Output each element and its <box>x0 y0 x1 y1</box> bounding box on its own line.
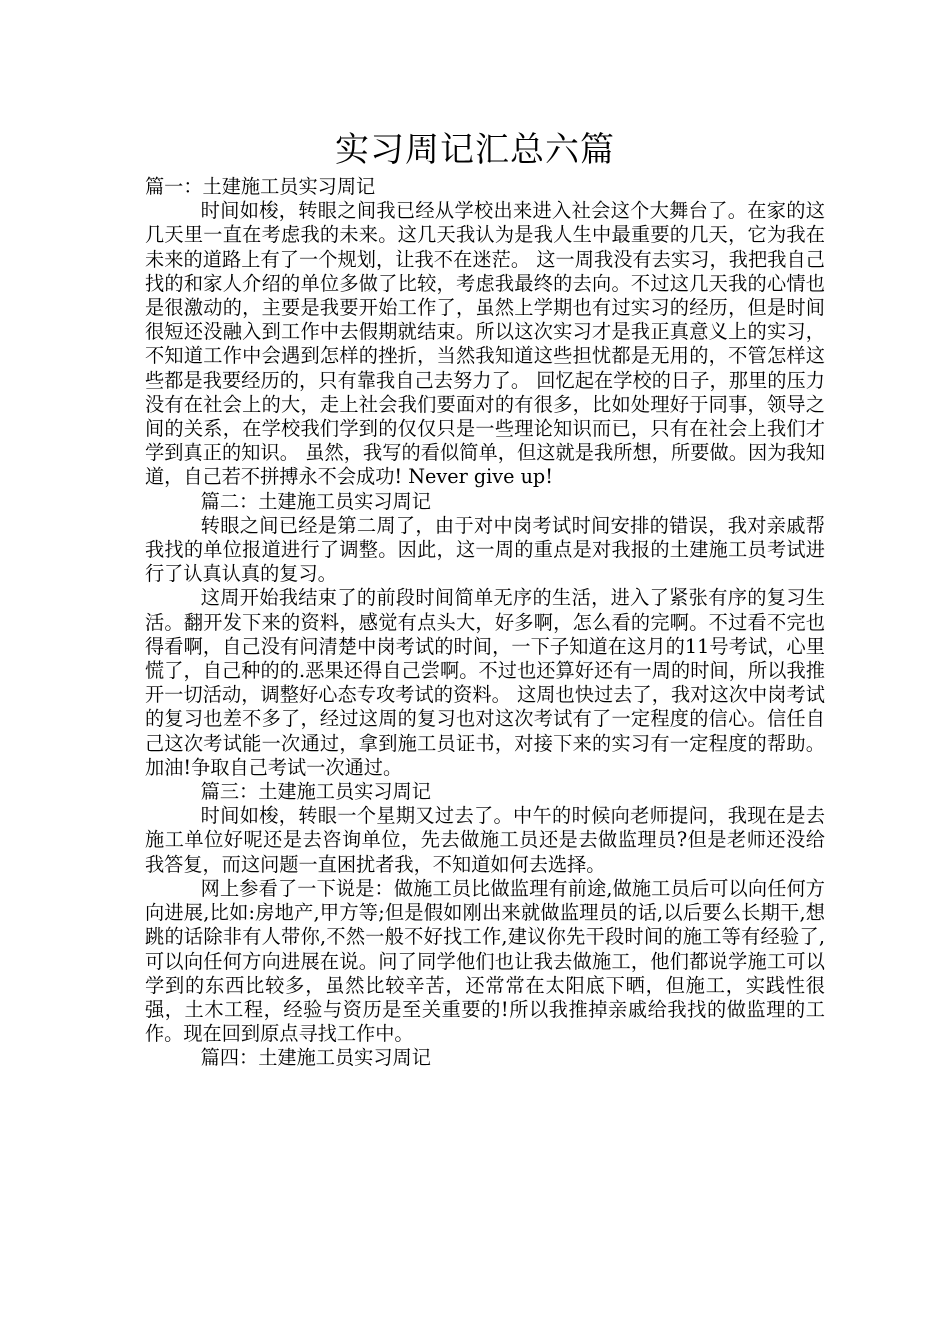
section-heading-1: 篇一：土建施工员实习周记 <box>145 175 376 198</box>
paragraph: 转眼之间已经是第二周了，由于对中岗考试时间安排的错误，我对亲戚帮我找的单位报道进行了调整。因此，这一周的重点是对我报的土建施工员考试进行了认真认真的复习。 <box>145 513 825 586</box>
document-body <box>145 175 825 1071</box>
paragraph: 时间如梭，转眼一个星期又过去了。中午的时候向老师提问，我现在是去施工单位好呢还是去咨询单位，先去做施工员还是去做监理员?但是老师还没给我答复，而这问题一直困扰者我，不知道如何去选择。 <box>145 804 825 876</box>
paragraph: 网上参看了一下说是：做施工员比做监理有前途,做施工员后可以向任何方向进展,比如:房地产,甲方等;但是假如刚出来就做监理员的话,以后要么长期干,想跳的话除非有人带你,不然一般不好找工作,建议你先干段时间的施工等有经验了,可以向任何方向进展在说。问了同学他们也让我去做施工，他们都说学施工可以学到的东西比较多，虽然比较辛苦，还常常在太阳底下晒，但施工，实践性很强，土木工程，经验与资历是至关重要的!所以我推掉亲戚给我找的做监理的工作。现在回到原点寻找工作中。 <box>145 876 825 1046</box>
document-title: 实习周记汇总六篇 <box>335 130 615 170</box>
section-heading-2: 篇二：土建施工员实习周记 <box>200 489 431 513</box>
section-heading-3: 篇三：土建施工员实习周记 <box>200 780 431 804</box>
paragraph: 时间如梭，转眼之间我已经从学校出来进入社会这个大舞台了。在家的这几天里一直在考虑我的未来。这几天我认为是我人生中最重要的几天，它为我在未来的道路上有了一个规划，让我不在迷茫。 这一周我没有去实习，我把我自己找的和家人介绍的单位多做了比较，考虑我最终的去向。不过这几天我的心情也是很激动的，主要是我要开始工作了，虽然上学期也有过实习的经历，但是时间很短还没融入到工作中去假期就结束。所以这次实习才是我正真意义上的实习，不知道工作中会遇到怎样的挫折，当然我知道这些担忧都是无用的，不管怎样这些都是我要经历的，只有靠我自己去努力了。 回忆起在学校的日子，那里的压力没有在社会上的大，走上社会我们要面对的有很多，比如处理好于同事，领导之间的关系，在学校我们学到的仅仅只是一些理论知识而已，只有在社会上我们才学到真正的知识。 虽然，我写的看似简单，但这就是我所想，所要做。因为我知道，自己若不拼搏永不会成功! Never give up! <box>145 199 825 489</box>
section-heading-4: 篇四：土建施工员实习周记 <box>200 1046 431 1070</box>
paragraph: 这周开始我结束了的前段时间简单无序的生活，进入了紧张有序的复习生活。翻开发下来的资料，感觉有点头大，好多啊，怎么看的完啊。不过看不完也得看啊，自己没有问清楚中岗考试的时间，一下子知道在这月的11号考试，心里慌了，自己种的的.恶果还得自己尝啊。不过也还算好还有一周的时间，所以我推开一切活动，调整好心态专攻考试的资料。 这周也快过去了，我对这次中岗考试的复习也差不多了，经过这周的复习也对这次考试有了一定程度的信心。信任自己这次考试能一次通过，拿到施工员证书，对接下来的实习有一定程度的帮助。 加油!争取自己考试一次通过。 <box>145 586 825 779</box>
